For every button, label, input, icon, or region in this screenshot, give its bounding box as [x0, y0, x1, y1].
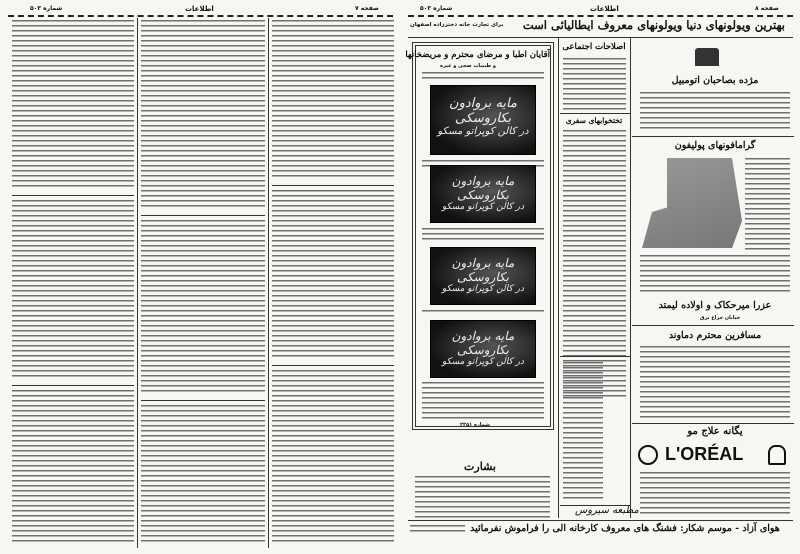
left-page-label: صفحه ۷ [355, 5, 379, 12]
top-banner: بهترین ویولونهای دنیا ویولونهای معروف ایطالیائی است [522, 18, 785, 32]
column-text [141, 20, 265, 210]
bottom-banner: هوای آزاد - موسم شکار: فشنگ های معروف کارخانه الی را فراموش نفرمائید [470, 523, 780, 534]
glad-tidings-title: بشارت [464, 460, 496, 473]
product-image: مایه بروادون بکاروسکی در کالن کوپراتو مسکو [430, 320, 536, 378]
doctors-ad-footer: شماره ۲۲۵۱ [460, 422, 490, 428]
face-icon [638, 445, 658, 465]
right-issue: شماره ۵۰۳ [420, 5, 453, 12]
product-image: مایه بروادون بکاروسکی در کالن کوپراتو مسکو [430, 165, 536, 223]
column-text [12, 200, 134, 380]
social-reform-heading: اصلاحات اجتماعی [562, 42, 626, 52]
car-logo-icon [695, 48, 719, 66]
column-text [272, 370, 394, 545]
left-issue: شماره ۵۰۳ [30, 5, 63, 12]
right-page-label: صفحه ۸ [755, 5, 779, 12]
column-text [272, 20, 394, 180]
doctors-ad-title: آقایان اطبا و مرضای محترم و مریضخانها [405, 50, 550, 60]
travel-beds-heading: تختخوابهای سفری [565, 116, 623, 125]
printer-signature: مطبعه سیروس [575, 505, 639, 516]
product-image: مایه بروادون بکاروسکی در کالن کوپراتو مسکو [430, 85, 536, 155]
gramophone-ad-title: گرامافونهای پولیفون [674, 140, 756, 151]
banner-side: برای تجارت خانه دخترزاده اصفهان [410, 22, 504, 28]
damavand-ad-title: مسافرین محترم دماوند [668, 330, 762, 341]
column-text [141, 220, 265, 395]
left-paper-name: اطلاعات [185, 5, 214, 13]
right-paper-name: اطلاعات [590, 5, 619, 13]
hair-ad-title: یگانه علاج مو [687, 426, 743, 437]
gramophone-company: عزرا میرحکاک و اولاده لیمتد [658, 300, 772, 311]
column-text [12, 390, 134, 545]
automobile-ad-title: مژده بصاحبان اتومبیل [671, 75, 759, 86]
gramophone-image [642, 158, 742, 248]
doctors-ad-subtitle: و طبیبات صحی و غیره [440, 63, 496, 69]
right-page [400, 0, 800, 554]
column-text [272, 190, 394, 360]
face-icon [768, 445, 786, 465]
loreal-logo: L'ORÉAL [665, 444, 744, 464]
column-text [12, 20, 134, 190]
product-image: مایه بروادون بکاروسکی در کالن کوپراتو مسکو [430, 247, 536, 305]
column-text [141, 405, 265, 545]
gramophone-address: خیابان چراغ برق [700, 315, 741, 321]
